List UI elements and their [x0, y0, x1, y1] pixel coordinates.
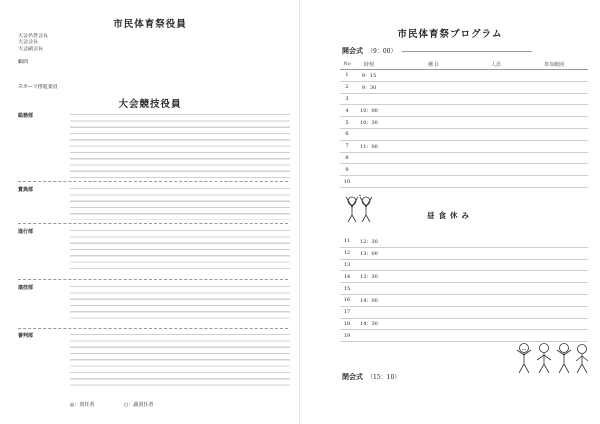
row-no: 4 [345, 107, 349, 114]
row-no: 3 [345, 95, 349, 102]
officer-role: 大会名誉会長 [18, 33, 49, 39]
morning-program-table [340, 70, 588, 188]
program-row [340, 129, 588, 141]
col-count: 人員 [490, 62, 501, 68]
row-time: 14：30 [360, 321, 378, 328]
general-affairs-names [70, 112, 290, 178]
opening-time: （9：00） [367, 48, 397, 55]
closing-ceremony [342, 372, 400, 382]
judging-names [70, 332, 290, 390]
section-divider [18, 181, 288, 182]
running-kids-icon [514, 340, 590, 376]
section-progress: 進行部 [18, 229, 34, 235]
legend-chief: ◎：責任者 [70, 402, 95, 408]
row-time: 12：30 [360, 238, 378, 245]
row-time: 13：30 [360, 274, 378, 281]
officer-role: 大会副会長 [18, 45, 44, 52]
row-no: 6 [345, 131, 349, 138]
program-page [300, 0, 600, 424]
program-row [340, 82, 588, 94]
row-time: 10：30 [360, 120, 378, 127]
section-awards: 賞典部 [18, 187, 34, 193]
row-no: 19 [343, 332, 351, 339]
program-row [340, 236, 588, 248]
section-divider [18, 279, 288, 280]
row-no: 8 [345, 154, 349, 161]
row-no: 12 [343, 250, 351, 257]
program-row [340, 70, 588, 82]
committee-title: 大会競技役員 [118, 99, 182, 110]
col-event: 種目 [427, 62, 440, 68]
program-row [340, 295, 588, 307]
row-no: 2 [345, 84, 349, 91]
officer-list [18, 33, 288, 91]
row-time: 10：00 [360, 108, 378, 115]
program-row [340, 176, 588, 188]
afternoon-program-table [340, 236, 588, 342]
role-legend [70, 401, 181, 408]
section-divider [18, 223, 288, 224]
closing-time: （15：10） [367, 374, 401, 381]
program-row [340, 164, 588, 176]
row-no: 16 [343, 297, 351, 304]
row-no: 7 [345, 143, 349, 150]
section-general-affairs: 総務部 [18, 113, 34, 119]
program-row [340, 141, 588, 153]
row-no: 11 [343, 238, 351, 245]
closing-label: 閉会式 [342, 372, 363, 381]
program-row [340, 260, 588, 272]
row-no: 9 [345, 166, 349, 173]
officers-title: 市民体育祭役員 [113, 19, 187, 30]
section-judging: 審判部 [18, 333, 34, 339]
col-group: 参加範囲 [543, 62, 564, 68]
col-time: 時刻 [363, 62, 374, 68]
row-time: 14：00 [360, 297, 378, 304]
program-row [340, 94, 588, 106]
program-column-headers [340, 61, 588, 70]
program-row [340, 105, 588, 117]
awards-names [70, 186, 290, 220]
officer-row [18, 84, 288, 90]
performance-names [70, 284, 290, 324]
program-title: 市民体育祭プログラム [397, 29, 503, 40]
program-row [340, 319, 588, 331]
program-row [340, 307, 588, 319]
section-performance: 演技部 [18, 285, 34, 291]
row-no: 18 [343, 320, 351, 327]
officer-names [68, 84, 288, 90]
row-no: 14 [343, 273, 351, 280]
col-no: No [343, 61, 351, 67]
officer-role: 大会会長 [18, 39, 39, 46]
program-row [340, 117, 588, 129]
row-time: 13：00 [360, 250, 378, 257]
program-row [340, 283, 588, 295]
opening-label: 開会式 [342, 46, 363, 55]
opening-ceremony [342, 46, 532, 56]
progress-names [70, 228, 290, 274]
row-no: 15 [343, 285, 351, 292]
row-time: 9：30 [361, 84, 377, 91]
officer-role: 顧問 [18, 58, 29, 65]
row-time: 9：15 [361, 72, 377, 79]
row-no: 10 [343, 178, 351, 185]
row-no: 13 [343, 261, 351, 268]
legend-vice: ○：副責任者 [123, 402, 154, 408]
program-row [340, 271, 588, 283]
officer-role: スポーツ推進委員 [18, 84, 58, 91]
row-time: 11：00 [360, 143, 378, 150]
row-no: 5 [345, 119, 349, 126]
row-no: 1 [345, 72, 349, 79]
program-row [340, 153, 588, 165]
program-row [340, 248, 588, 260]
lunch-break: 昼食休み [427, 211, 473, 220]
section-divider [18, 328, 288, 329]
row-no: 17 [343, 309, 351, 316]
